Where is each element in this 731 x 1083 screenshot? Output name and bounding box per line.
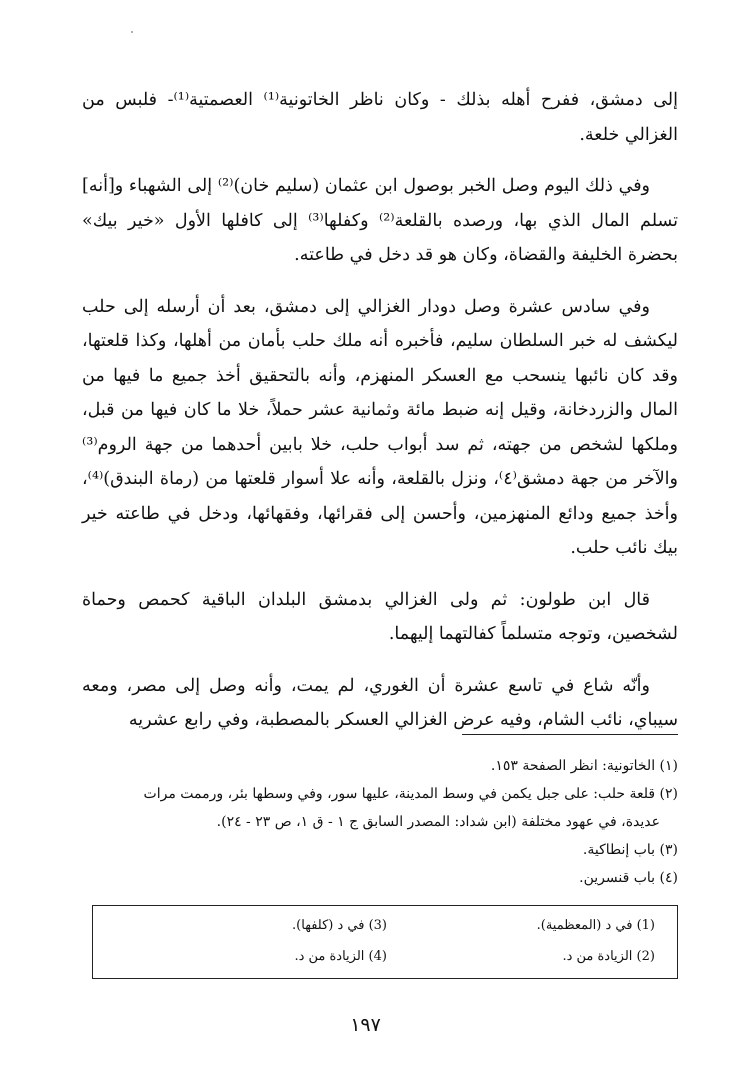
main-text [82,83,678,755]
paragraph-5: وأنّه شاع في تاسع عشرة أن الغوري، لم يمت، وأنه وصل إلى مصر، ومعه سيباي، نائب الشام، وفيه عرض الغزالي العسكر بالمصطبة، وفي رابع عشريه [82,675,678,730]
variant-note-3: (3) في د (كلفها). [292,918,387,933]
paragraph-3: وفي سادس عشرة وصل دودار الغزالي إلى دمشق، بعد أن أرسله إلى حلب ليكشف له خبر السلطان سليم، فأخبره أنه ملك حلب بأمان من أهلها، وكذا قلعتها، وقد كان نائبها ينسحب مع العسكر المنهزم، وأنه بالتحقيق أخذ جميع ما فيها من المال والزردخانة، وقيل إنه ضبط مائة وثمانية عشر حملاً، خلا ما كان فيها من قبل، وملكها لشخص من جهته، ثم سد أبواب حلب، خلا بابين أحدهما من جهة الروم⁽³⁾ والآخر من جهة دمشق⁽٤⁾، ونزل بالقلعة، وأنه علا أسوار قلعتها من (رماة البندق)⁽⁴⁾، وأخذ جميع ودائع المنهزمين، وأحسن إلى فقرائها، وفقهائها، ودخل في طاعته خير بيك نائب حلب. [82,296,678,558]
footnote-2-continued: عديدة، في عهود مختلفة (ابن شداد: المصدر السابق ج ١ - ق ١، ص ٢٣ - ٢٤). [216,814,660,830]
footnote-separator [462,734,678,735]
paper-speck [131,31,133,33]
variant-note-1: (1) في د (المعظمية). [536,918,655,933]
variant-note-4: (4) الزيادة من د. [294,949,387,964]
footnote-4: (٤) باب قنسرين. [579,870,678,886]
variant-note-2: (2) الزيادة من د. [562,949,655,964]
page-number: ١٩٧ [350,1014,381,1036]
footnotes [82,752,678,892]
paragraph-4: قال ابن طولون: ثم ولى الغزالي بدمشق البلدان الباقية كحمص وحماة لشخصين، وتوجه متسلماً كفالتهما إليهما. [82,589,678,644]
paragraph-1: إلى دمشق، ففرح أهله بذلك - وكان ناظر الخاتونية⁽¹⁾ العصمتية⁽¹⁾- فلبس من الغزالي خلعة. [82,90,678,145]
footnote-1: (١) الخاتونية: انظر الصفحة ١٥٣. [490,758,678,774]
manuscript-variants-box [92,905,678,979]
footnote-2: (٢) قلعة حلب: على جبل يكمن في وسط المدينة، عليها سور، وفي وسطها بئر، ورممت مرات [143,786,678,802]
footnote-3: (٣) باب إنطاكية. [582,842,678,858]
paragraph-2: وفي ذلك اليوم وصل الخبر بوصول ابن عثمان (سليم خان)⁽²⁾ إلى الشهباء و[أنه] تسلم المال الذي بها، ورصده بالقلعة⁽²⁾ وكفلها⁽³⁾ إلى كافلها الأول «خير بيك» بحضرة الخليفة والقضاة، وكان هو قد دخل في طاعته. [82,176,678,265]
